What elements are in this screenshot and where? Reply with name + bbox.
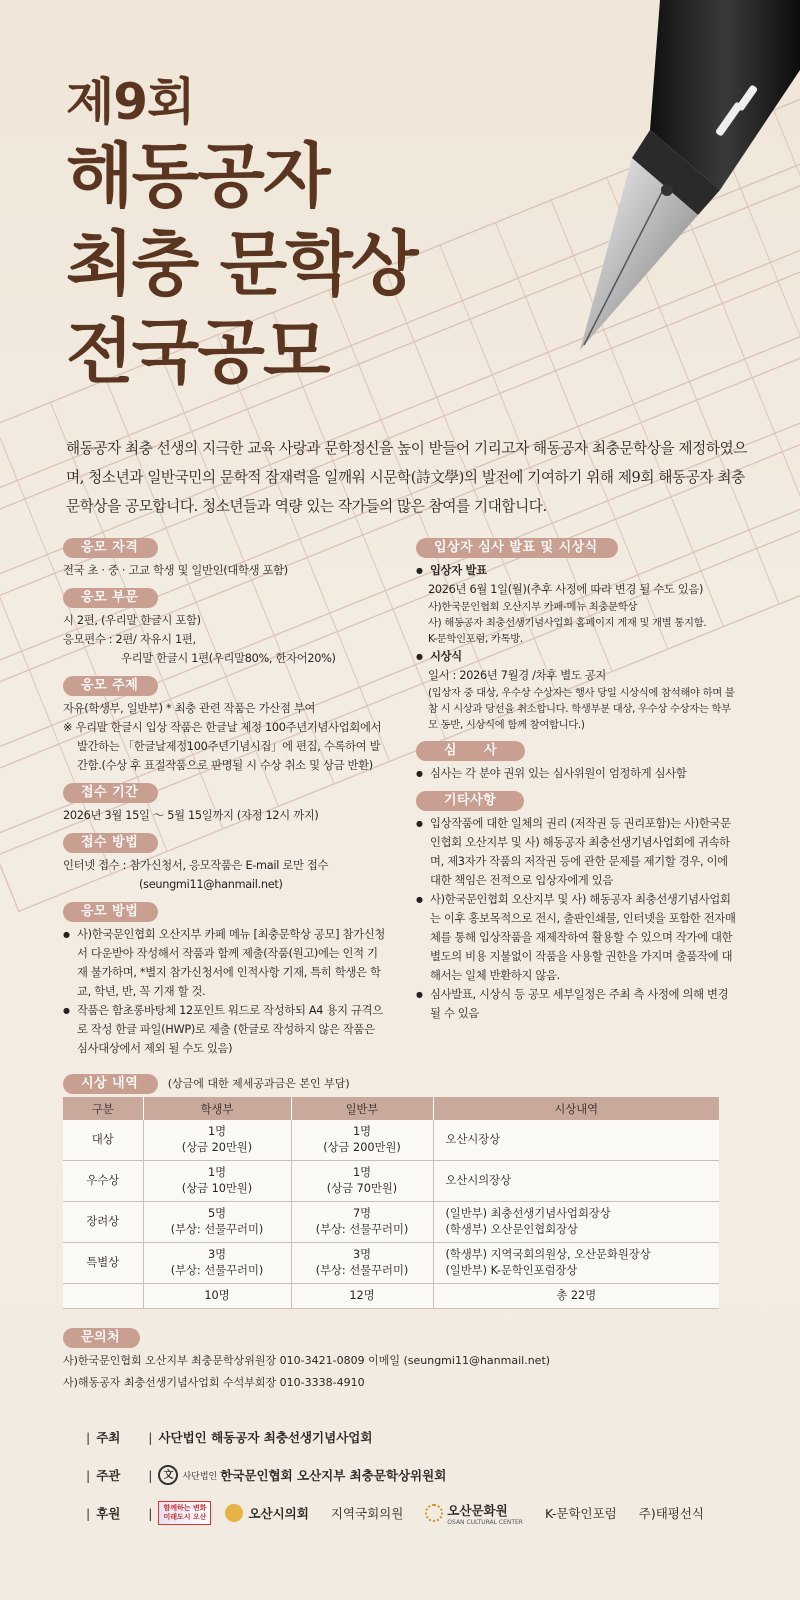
award-name: 대상: [63, 1120, 143, 1161]
awards-note: (상금에 대한 제세공과금은 본인 부담): [167, 1077, 350, 1090]
footer-organizer-row: | 주관 | 文 사단법인 한국문인협회 오산지부 최충문학상위원회: [86, 1456, 704, 1494]
etc-bullet-3: ● 심사발표, 시상식 등 공모 세부일정은 주최 측 사정에 의해 변경될 수 있음: [416, 985, 738, 1023]
student-cell: 5명 (부상: 선물꾸러미): [143, 1202, 291, 1243]
announce-heading: 입상자 심사 발표 및 시상식: [416, 538, 618, 558]
theme-line-1: 자유(학생부, 일반부) * 최충 관련 작품은 가산점 부여: [63, 702, 316, 715]
awards-heading: 시상 내역: [63, 1074, 158, 1094]
footer-sponsor-row: | 후원 | 함께하는 변화 미래도시 오산 오산시의회 지역국회의원 오산문화원 OSAN CULTURAL CENTER K-문학인포럼 주)태평선식: [86, 1502, 705, 1526]
footer-host-row: | 주최 | 사단법인 해동공자 최충선생기념사업회: [86, 1429, 373, 1445]
total-label: [63, 1284, 143, 1309]
table-row: [63, 1120, 719, 1161]
winners-sub-1: 사)한국문인협회 오산지부 카페-메뉴 최충문학상: [428, 601, 637, 613]
table-row: [63, 1161, 719, 1202]
sponsor-k-forum: K-문학인포럼: [544, 1506, 617, 1521]
organizer-label: 주관: [96, 1468, 121, 1483]
sponsor-label: 후원: [96, 1506, 121, 1521]
winners-sub-2: 사) 해동공자 최충선생기념사업회 홈페이지 게재 및 개별 통지함.: [428, 617, 707, 629]
contact-heading: 문의처: [63, 1328, 140, 1348]
title-line-3: 최충 문학상: [66, 223, 417, 305]
winners-date: 2026년 6월 1일(월)(추후 사정에 따라 변경 될 수도 있음): [428, 583, 704, 596]
ceremony-note: (입상자 중 대상, 우수상 수상자는 행사 당일 시상식에 참석해야 하며 불참 시 시상과 당선을 취소합니다. 학생부분 대상, 우수상 수상자는 학부모 동반, 시상식에 함께 참여합니다.): [428, 687, 735, 731]
detail-cell: (학생부) 지역국회의원상, 오산문화원장상 (일반부) K-문학인포럼장상: [433, 1243, 719, 1284]
title-edition: 제9회: [66, 73, 195, 131]
city-council-seal-icon: [225, 1504, 243, 1522]
sponsor-assembly: 지역국회의원: [330, 1506, 404, 1521]
total-general: 12명: [291, 1284, 433, 1309]
period-text: 2026년 3월 15일 ～ 5월 15일까지 (자정 12시 까지): [63, 809, 319, 822]
ceremony-date: 일시 : 2026년 7월경 /차후 별도 공지: [428, 669, 606, 682]
total-student: 10명: [143, 1284, 291, 1309]
sponsor-council: 오산시의회: [248, 1506, 309, 1521]
writers-association-logo-icon: 文: [158, 1465, 178, 1485]
submit-method-heading: 접수 방법: [63, 833, 158, 853]
award-name: 우수상: [63, 1161, 143, 1202]
winners-title: ● 입상자 발표: [416, 561, 738, 580]
title-line-2: 해동공자: [66, 135, 329, 217]
culture-center-logo-icon: [425, 1504, 443, 1522]
submit-email[interactable]: (seungmi11@hanmail.net): [139, 878, 283, 891]
total-all: 총 22명: [433, 1284, 719, 1309]
judging-text: ● 심사는 각 분야 권위 있는 심사위원이 엄정하게 심사함: [416, 764, 738, 783]
fountain-pen-icon: [520, 0, 800, 360]
general-cell: 1명 (상금 200만원): [291, 1120, 433, 1161]
etc-heading: 기타사항: [416, 791, 524, 811]
organizer-prefix: 사단법인: [182, 1471, 218, 1482]
right-column: [416, 530, 738, 1023]
period-heading: 접수 기간: [63, 783, 158, 803]
eligibility-heading: 응모 자격: [63, 538, 158, 558]
general-cell: 3명 (부상: 선물꾸러미): [291, 1243, 433, 1284]
student-cell: 1명 (상금 10만원): [143, 1161, 291, 1202]
contact-line-2: 사)해동공자 최충선생기념사업회 수석부회장 010-3338-4910: [63, 1376, 365, 1389]
host-name: 사단법인 해동공자 최충선생기념사업회: [158, 1430, 373, 1445]
general-cell: 7명 (부상: 선물꾸러미): [291, 1202, 433, 1243]
category-line-3: 우리말 한글시 1편(우리말80%, 한자어20%): [121, 652, 336, 665]
winners-sub-3: K-문학인포럼, 카톡방.: [428, 633, 523, 645]
judging-heading: 심 사: [416, 741, 525, 761]
student-cell: 3명 (부상: 선물꾸러미): [143, 1243, 291, 1284]
apply-method-bullet-1: ● 사)한국문인협회 오산지부 카페 메뉴 [최충문학상 공모] 참가신청서 다운받아 작성해서 작품과 함께 제출(작품(원고)에는 인적 기재 불가하며, *별지 참가신청서에 인적사항 기재, 특히 학생은 학교, 학년, 반, 꼭 기재 할 것.: [63, 925, 385, 1001]
intro-paragraph: 해동공자 최충 선생의 지극한 교육 사랑과 문학정신을 높이 받들어 기리고자 해동공자 최충문학상을 제정하였으며, 청소년과 일반국민의 문학적 잠재력을 일깨워 시문학(詩文學)의 발전에 기여하기 위해 제9회 해동공자 최충문학상을 공모합니다. 청소년들과 역량 있는 작가들의 많은 참여를 기대합니다.: [66, 440, 747, 515]
theme-heading: 응모 주제: [63, 676, 158, 696]
eligibility-text: 전국 초 · 중 · 고교 학생 및 일반인(대학생 포함): [63, 564, 288, 577]
host-label: 주최: [96, 1430, 121, 1445]
detail-cell: 오산시의장상: [433, 1161, 719, 1202]
table-row: [63, 1243, 719, 1284]
award-name: 장려상: [63, 1202, 143, 1243]
student-cell: 1명 (상금 20만원): [143, 1120, 291, 1161]
category-line-2: 응모편수 : 2편/ 자유시 1편,: [63, 633, 196, 646]
detail-cell: 오산시장상: [433, 1120, 719, 1161]
apply-method-bullet-2: ● 작품은 함초롱바탕체 12포인트 워드로 작성하되 A4 용지 규격으로 작성 한글 파일(HWP)로 제출 (한글로 작성하지 않은 작품은 심사대상에서 제외 될 수도 있음): [63, 1001, 385, 1058]
submit-method-line-1: 인터넷 접수 : 참가신청서, 응모작품은 E-mail 로만 접수: [63, 859, 329, 872]
detail-cell: (일반부) 최충선생기념사업회장상 (학생부) 오산문인협회장상: [433, 1202, 719, 1243]
poster-title: [66, 72, 416, 396]
header-general: 일반부: [291, 1097, 433, 1120]
header-detail: 시상내역: [433, 1097, 719, 1120]
category-line-1: 시 2편, (우리말 한글시 포함): [63, 614, 201, 627]
left-column: [63, 530, 385, 1058]
contact-section: [63, 1327, 550, 1394]
footer: [86, 1418, 704, 1532]
etc-bullet-2: ● 사)한국문인협회 오산지부 및 사) 해동공자 최충선생기념사업회는 이후 홍보목적으로 전시, 출판인쇄물, 인터넷을 포함한 전자매체를 통해 입상작품을 재제작하여 활용할 수 있으며 작가에 대한 별도의 비용 지불없이 작품을 사용할 권한을 가지며 출품작에 대해서는 일체 반환하지 않음.: [416, 890, 738, 985]
ceremony-title: ● 시상식: [416, 647, 738, 666]
title-line-4: 전국공모: [66, 311, 329, 393]
category-heading: 응모 부문: [63, 588, 158, 608]
table-row: [63, 1202, 719, 1243]
contact-line-1: 사)한국문인협회 오산지부 최충문학상위원장 010-3421-0809 이메일 (seungmi11@hanmail.net): [63, 1354, 551, 1367]
award-name: 특별상: [63, 1243, 143, 1284]
general-cell: 1명 (상금 70만원): [291, 1161, 433, 1202]
awards-header: [63, 1074, 350, 1094]
etc-bullet-1: ● 입상작품에 대한 일체의 권리 (저작권 등 권리포함)는 사)한국문인협회 오산지부 및 사) 해동공자 최충선생기념사업회에 귀속하며, 제3자가 작품의 저작권 등에 관한 문제를 제기할 경우, 이에 대한 책임은 전적으로 입상자에게 있음: [416, 814, 738, 890]
theme-note: ※ 우리말 한글시 입상 작품은 한글날 제정 100주년기념사업회에서 발간하는 「한글날제정100주년기념시집」에 편집, 수록하여 발간함.(수상 후 표절작품으로 판명될 시 수상 취소 및 상금 반환): [63, 721, 382, 772]
osan-city-logo-icon: 함께하는 변화 미래도시 오산: [158, 1501, 211, 1525]
apply-method-heading: 응모 방법: [63, 902, 158, 922]
awards-table: [63, 1097, 719, 1309]
organizer-name: 한국문인협회 오산지부 최충문학상위원회: [220, 1468, 447, 1483]
awards-table-header-row: [63, 1097, 719, 1120]
table-total-row: [63, 1284, 719, 1309]
sponsor-culture-center: 오산문화원 OSAN CULTURAL CENTER: [447, 1502, 523, 1526]
header-category: 구분: [63, 1097, 143, 1120]
header-student: 학생부: [143, 1097, 291, 1120]
sponsor-taepyeong: 주)태평선식: [638, 1506, 705, 1521]
